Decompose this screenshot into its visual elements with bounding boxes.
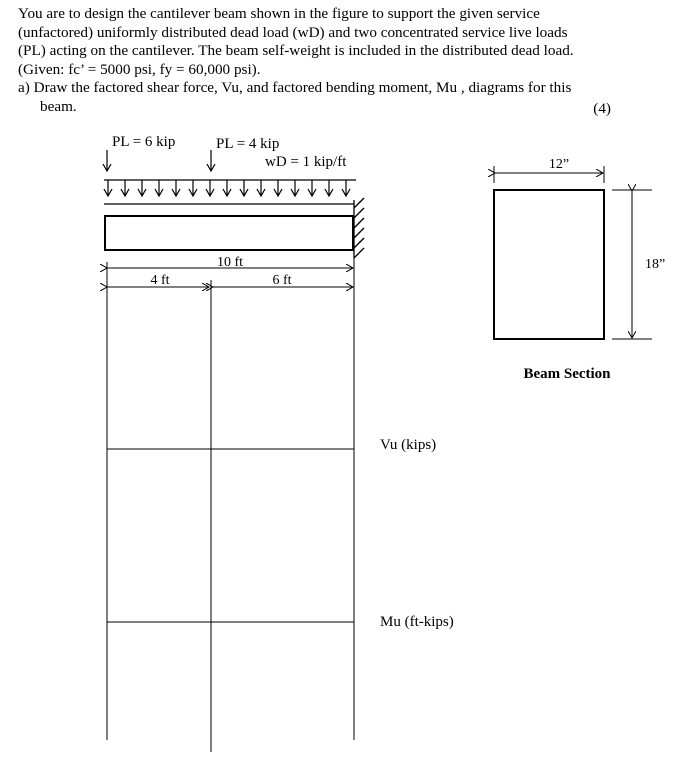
problem-line-6: beam.: [40, 97, 77, 115]
section-width-label: 12”: [548, 157, 570, 172]
beam-body: [105, 216, 353, 250]
problem-line-4: (Given: fc’ = 5000 psi, fy = 60,000 psi).: [18, 60, 261, 78]
point-load-2-label: PL = 4 kip: [216, 136, 280, 152]
moment-diagram-label: Mu (ft-kips): [380, 614, 454, 630]
diagram-grid: [107, 258, 354, 752]
problem-line-2: (unfactored) uniformly distributed dead load (wD) and two concentrated service live loads: [18, 23, 568, 41]
marks-label: (4): [593, 100, 611, 117]
span-total-label: 10 ft: [216, 255, 244, 270]
distributed-load-label: wD = 1 kip/ft: [265, 154, 347, 170]
distributed-load: [104, 180, 356, 196]
problem-line-1: You are to design the cantilever beam shown in the figure to support the given service: [18, 5, 540, 22]
section-caption: Beam Section: [523, 366, 611, 382]
span-right-label: 6 ft: [272, 273, 292, 288]
point-load-1: [103, 150, 111, 171]
problem-line-5: a) Draw the factored shear force, Vu, and factored bending moment, Mu , diagrams for this: [18, 79, 572, 96]
section-depth-label: 18”: [645, 257, 666, 272]
shear-diagram-label: Vu (kips): [380, 437, 437, 453]
problem-line-3: (PL) acting on the cantilever. The beam self-weight is included in the distributed dead load.: [18, 42, 574, 59]
fixed-support: [354, 198, 364, 258]
span-left-label: 4 ft: [150, 273, 170, 288]
point-load-1-label: PL = 6 kip: [112, 134, 176, 150]
beam-section-rect: [494, 190, 604, 339]
point-load-2: [207, 150, 215, 171]
